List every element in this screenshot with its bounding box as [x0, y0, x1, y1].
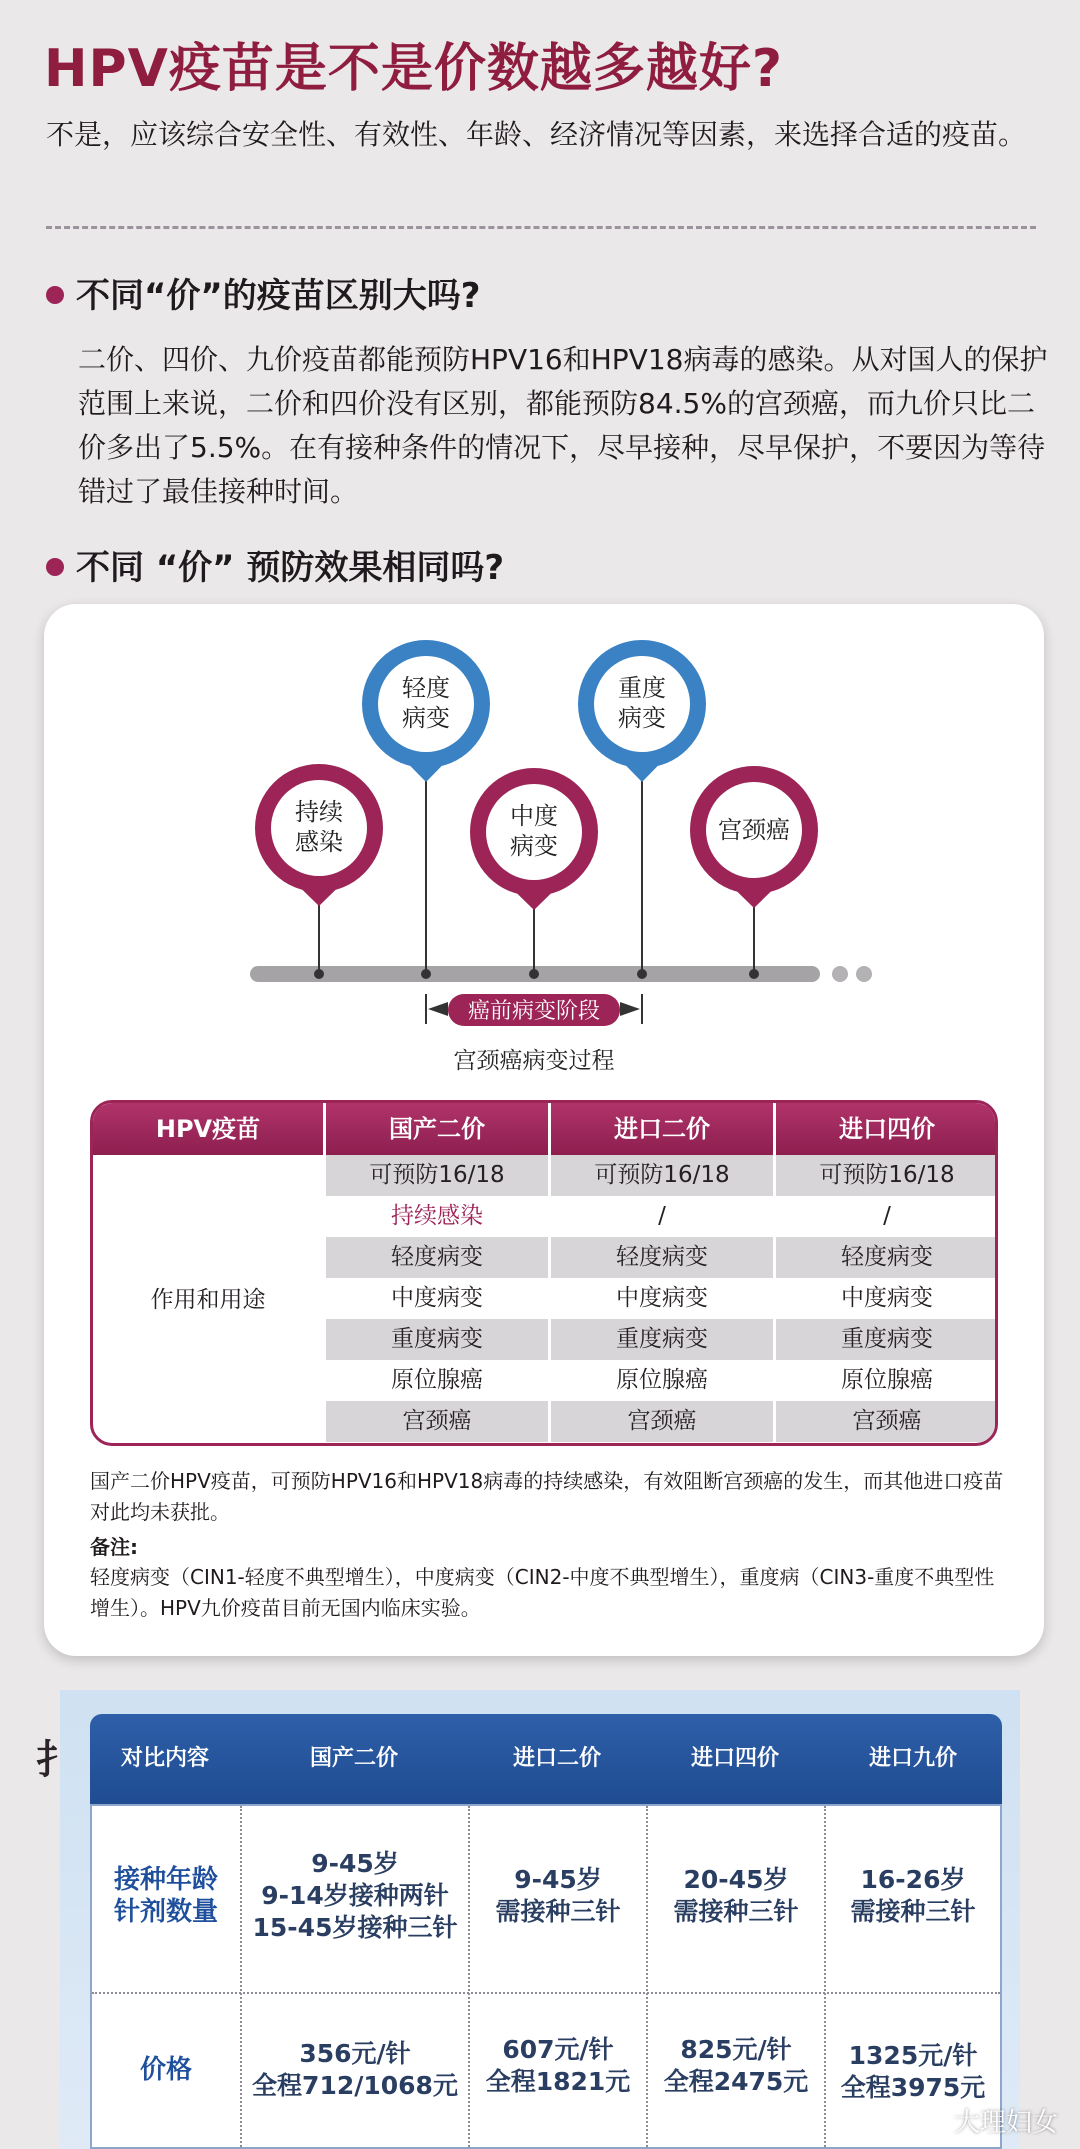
- table-cell: 持续感染: [391, 1203, 483, 1229]
- table-cell: /: [883, 1203, 891, 1229]
- compare-cell: [242, 1848, 468, 1944]
- compare-cell: [242, 2038, 468, 2102]
- lesion-process-diagram: [44, 604, 1044, 1094]
- cell-line: 全程712/1068元: [252, 2071, 458, 2100]
- watermark-text: 大理妇女: [953, 2108, 1058, 2138]
- cell-line: 15-45岁接种三针: [252, 1913, 458, 1942]
- compare-row-label-price: 价格: [139, 2055, 192, 2085]
- table-cell: 宫颈癌: [402, 1408, 472, 1434]
- table-cell: 中度病变: [616, 1285, 708, 1311]
- compare-table-body: [90, 1804, 1002, 2149]
- cell-line: 全程2475元: [663, 2067, 809, 2096]
- table-cell: 可预防16/18: [369, 1162, 505, 1188]
- compare-cell: [826, 2040, 1000, 2104]
- remark-body: 轻度病变（CIN1-轻度不典型增生），中度病变（CIN2-中度不典型增生），重度病（CIN3-重度不典型性增生）。HPV九价疫苗目前无国内临床实验。: [90, 1565, 995, 1620]
- pin-mild-lesion: [362, 640, 490, 979]
- table-cell: 可预防16/18: [594, 1162, 730, 1188]
- table-cell: 宫颈癌: [852, 1408, 922, 1434]
- pin-label-line1: 中度: [510, 802, 558, 830]
- row-divider: [92, 1992, 1000, 1994]
- cell-line: 需接种三针: [850, 1897, 976, 1926]
- intro-text: 不是，应该综合安全性、有效性、年龄、经济情况等因素，来选择合适的疫苗。: [46, 118, 1027, 151]
- note-text: 国产二价HPV疫苗，可预防HPV16和HPV18病毒的持续感染，有效阻断宫颈癌的发生，而其他进口疫苗对此均未获批。: [90, 1469, 1004, 1524]
- table-header-cell: HPV疫苗: [155, 1115, 261, 1143]
- pin-label-line2: 病变: [402, 704, 450, 732]
- pin-label-line1: 持续: [295, 798, 343, 826]
- precancer-stage-bracket: [426, 994, 642, 1026]
- compare-cell: [826, 1864, 1000, 1928]
- pin-cervical-cancer: [690, 766, 818, 979]
- label-line: 针剂数量: [113, 1897, 218, 1927]
- cell-line: 9-45岁: [514, 1865, 602, 1894]
- bullet-dot-icon: [46, 558, 64, 576]
- cell-line: 356元/针: [299, 2039, 411, 2068]
- section-heading-effect: [46, 540, 504, 589]
- diagram-caption: 宫颈癌病变过程: [453, 1048, 615, 1074]
- cell-line: 全程3975元: [840, 2073, 986, 2102]
- label-line: 接种年龄: [113, 1865, 218, 1895]
- compare-header-cell: 国产二价: [309, 1746, 398, 1771]
- cell-line: 16-26岁: [860, 1865, 966, 1894]
- section-heading-text: 不同 “价” 预防效果相同吗?: [76, 548, 505, 588]
- table-header-cell: 国产二价: [389, 1115, 485, 1143]
- compare-cell: [470, 2034, 646, 2098]
- pin-label-line2: 病变: [618, 704, 666, 732]
- section-heading-difference: [46, 268, 480, 317]
- table-header-cell: 进口四价: [839, 1115, 935, 1143]
- cell-line: 9-14岁接种两针: [261, 1881, 449, 1910]
- pin-moderate-lesion: [470, 768, 598, 979]
- cell-line: 需接种三针: [673, 1897, 799, 1926]
- pin-persistent-infection: [255, 764, 383, 979]
- compare-cell: [470, 1864, 646, 1928]
- table-cell: 轻度病变: [391, 1244, 483, 1270]
- vaccine-effect-table: [90, 1100, 998, 1446]
- pin-label-line2: 感染: [295, 828, 343, 856]
- cell-line: 全程1821元: [485, 2067, 631, 2096]
- pin-label-line2: 病变: [510, 832, 558, 860]
- table-cell: 原位腺癌: [391, 1367, 483, 1393]
- ellipsis-dot: [856, 966, 872, 982]
- table-cell: /: [658, 1203, 666, 1229]
- pin-label-line1: 轻度: [402, 674, 450, 702]
- table-cell: 轻度病变: [616, 1244, 708, 1270]
- compare-header-cell: 进口九价: [868, 1746, 957, 1771]
- cell-line: 607元/针: [502, 2035, 614, 2064]
- cell-line: 1325元/针: [848, 2041, 978, 2070]
- compare-row-label-age: [92, 1864, 240, 1928]
- wechat-icon: [906, 2109, 940, 2135]
- table-cell: 原位腺癌: [841, 1367, 933, 1393]
- table-cell: 原位腺癌: [616, 1367, 708, 1393]
- compare-cell: [648, 1864, 824, 1928]
- pin-label-line1: 宫颈癌: [718, 816, 790, 844]
- table-cell: 重度病变: [616, 1326, 708, 1352]
- cell-line: 需接种三针: [495, 1897, 621, 1926]
- section-heading-text: 不同“价”的疫苗区别大吗?: [76, 276, 481, 316]
- cropped-heading-glyph: 扌: [36, 1737, 76, 1783]
- dashed-divider: [46, 226, 1036, 229]
- table-cell: 可预防16/18: [819, 1162, 955, 1188]
- table-cell: 宫颈癌: [627, 1408, 697, 1434]
- remark-title: 备注:: [90, 1535, 138, 1559]
- ellipsis-dot: [832, 966, 848, 982]
- compare-header-cell: 进口四价: [690, 1746, 779, 1771]
- table-cell: 中度病变: [841, 1285, 933, 1311]
- compare-header-cell: 对比内容: [120, 1746, 209, 1771]
- pin-severe-lesion: [578, 640, 706, 979]
- table-header-cell: 进口二价: [614, 1115, 710, 1143]
- table-cell: 中度病变: [391, 1285, 483, 1311]
- bullet-dot-icon: [46, 286, 64, 304]
- table-cell: 重度病变: [391, 1326, 483, 1352]
- merged-row-label: 作用和用途: [150, 1287, 266, 1313]
- compare-header-cell: 进口二价: [512, 1746, 601, 1771]
- table-cell: 重度病变: [841, 1326, 933, 1352]
- section-body-text: 二价、四价、九价疫苗都能预防HPV16和HPV18病毒的感染。从对国人的保护范围上来说，二价和四价没有区别，都能预防84.5%的宫颈癌，而九价只比二价多出了5.5%。在有接种条件的情况下，尽早接种，尽早保护，不要因为等待错过了最佳接种时间。: [78, 343, 1048, 508]
- stage-label: 癌前病变阶段: [467, 999, 601, 1024]
- page-title: HPV疫苗是不是价数越多越好?: [44, 39, 784, 99]
- cell-line: 9-45岁: [311, 1849, 399, 1878]
- compare-cell: [648, 2034, 824, 2098]
- pin-label-line1: 重度: [618, 674, 666, 702]
- compare-table-header: [90, 1714, 1002, 1804]
- cell-line: 825元/针: [680, 2035, 792, 2064]
- table-cell: 轻度病变: [841, 1244, 933, 1270]
- cell-line: 20-45岁: [683, 1865, 789, 1894]
- effect-panel: [44, 604, 1044, 1656]
